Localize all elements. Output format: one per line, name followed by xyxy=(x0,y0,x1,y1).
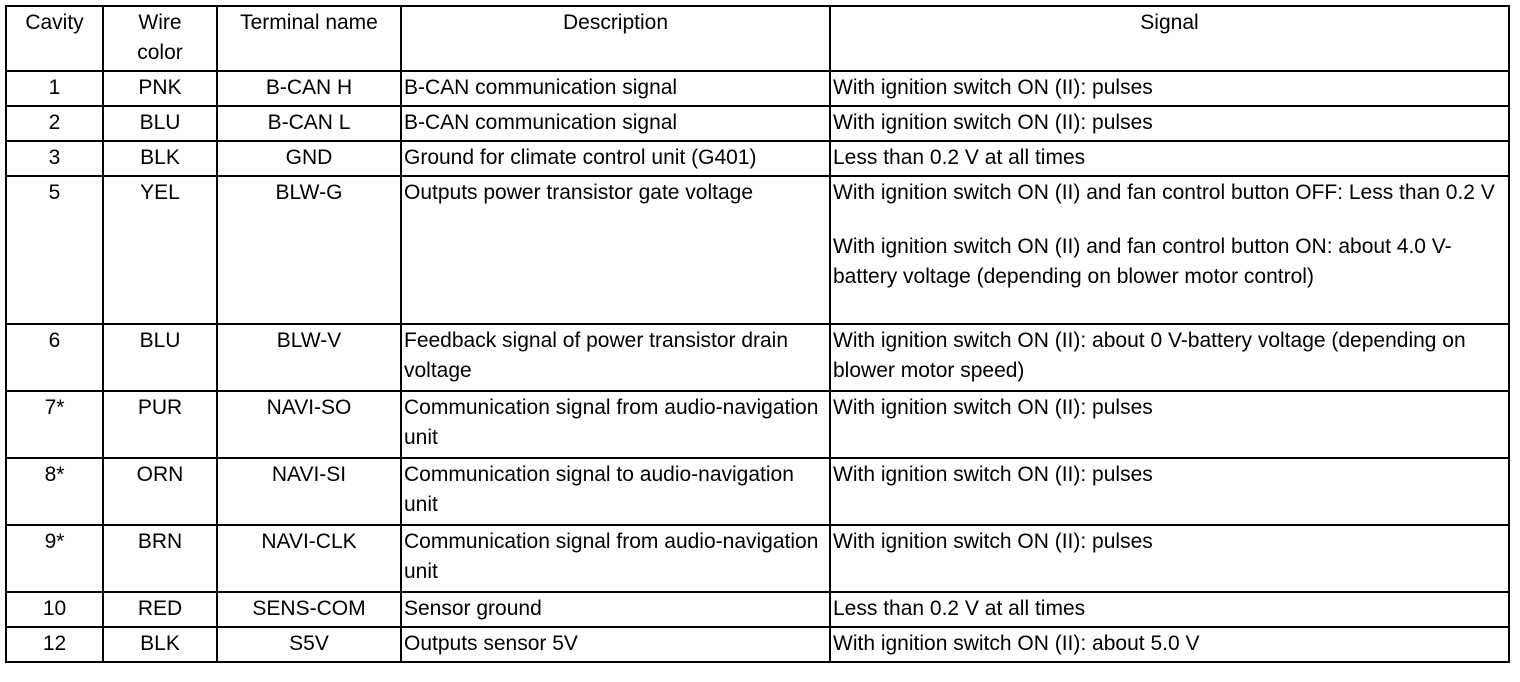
cell-signal xyxy=(830,141,1509,176)
signal-text: With ignition switch ON (II): pulses xyxy=(833,111,1153,134)
table-row xyxy=(6,176,1509,324)
table-row xyxy=(6,71,1509,106)
cell-description: Ground for climate control unit (G401) xyxy=(401,141,830,176)
signal-text: Less than 0.2 V at all times xyxy=(833,146,1086,169)
table-row xyxy=(6,627,1509,662)
cell-description: Feedback signal of power transistor drain voltage xyxy=(401,324,830,391)
cell-cavity: 10 xyxy=(6,592,103,627)
header-wire-color xyxy=(103,6,217,71)
cell-signal xyxy=(830,525,1509,592)
cell-description: Communication signal to audio-navigation unit xyxy=(401,458,830,525)
header-terminal-name: Terminal name xyxy=(217,6,401,71)
cell-terminal-name: S5V xyxy=(217,627,401,662)
cell-wire-color: RED xyxy=(103,592,217,627)
cell-cavity: 12 xyxy=(6,627,103,662)
cell-wire-color: PUR xyxy=(103,391,217,458)
cell-cavity: 1 xyxy=(6,71,103,106)
signal-text: With ignition switch ON (II): pulses xyxy=(833,396,1153,419)
cell-terminal-name: B-CAN H xyxy=(217,71,401,106)
cell-wire-color: BLU xyxy=(103,324,217,391)
cell-terminal-name: SENS-COM xyxy=(217,592,401,627)
cell-cavity: 7* xyxy=(6,391,103,458)
cell-signal xyxy=(830,106,1509,141)
header-cavity: Cavity xyxy=(6,6,103,71)
cell-description: Outputs power transistor gate voltage xyxy=(401,176,830,324)
cell-wire-color: PNK xyxy=(103,71,217,106)
signal-text: With ignition switch ON (II): about 0 V-battery voltage (depending on blower motor speed) xyxy=(833,329,1466,382)
cell-cavity: 3 xyxy=(6,141,103,176)
table-header-row xyxy=(6,6,1509,71)
connector-pinout-table xyxy=(5,5,1510,663)
signal-text: With ignition switch ON (II): pulses xyxy=(833,530,1153,553)
cell-cavity: 2 xyxy=(6,106,103,141)
table-row xyxy=(6,106,1509,141)
cell-signal xyxy=(830,71,1509,106)
cell-signal xyxy=(830,627,1509,662)
cell-cavity: 5 xyxy=(6,176,103,324)
cell-cavity: 8* xyxy=(6,458,103,525)
cell-wire-color: BLK xyxy=(103,141,217,176)
signal-text: With ignition switch ON (II) and fan control button OFF: Less than 0.2 V xyxy=(833,181,1495,204)
cell-terminal-name: NAVI-CLK xyxy=(217,525,401,592)
header-signal: Signal xyxy=(830,6,1509,71)
cell-cavity: 6 xyxy=(6,324,103,391)
cell-description: Sensor ground xyxy=(401,592,830,627)
table-row xyxy=(6,391,1509,458)
cell-cavity: 9* xyxy=(6,525,103,592)
signal-text: With ignition switch ON (II): pulses xyxy=(833,76,1153,99)
header-description: Description xyxy=(401,6,830,71)
cell-wire-color: ORN xyxy=(103,458,217,525)
cell-description: Communication signal from audio-navigation unit xyxy=(401,525,830,592)
table-row xyxy=(6,592,1509,627)
cell-wire-color: BLK xyxy=(103,627,217,662)
cell-wire-color: BLU xyxy=(103,106,217,141)
table-row xyxy=(6,458,1509,525)
cell-signal xyxy=(830,458,1509,525)
header-wire-color-line1: Wire xyxy=(138,11,182,34)
cell-signal xyxy=(830,592,1509,627)
signal-text: With ignition switch ON (II): about 5.0 V xyxy=(833,632,1200,655)
cell-description: Outputs sensor 5V xyxy=(401,627,830,662)
cell-signal xyxy=(830,324,1509,391)
cell-wire-color: YEL xyxy=(103,176,217,324)
signal-text: With ignition switch ON (II) and fan control button ON: about 4.0 V-battery voltage (depending on blower motor control) xyxy=(833,235,1452,288)
cell-description: Communication signal from audio-navigation unit xyxy=(401,391,830,458)
cell-terminal-name: BLW-V xyxy=(217,324,401,391)
table-row xyxy=(6,525,1509,592)
cell-wire-color: BRN xyxy=(103,525,217,592)
signal-text: Less than 0.2 V at all times xyxy=(833,597,1086,620)
cell-terminal-name: B-CAN L xyxy=(217,106,401,141)
cell-signal xyxy=(830,391,1509,458)
pinout-table-container xyxy=(5,5,1510,663)
cell-signal xyxy=(830,176,1509,324)
signal-text: With ignition switch ON (II): pulses xyxy=(833,463,1153,486)
cell-description: B-CAN communication signal xyxy=(401,71,830,106)
cell-terminal-name: NAVI-SO xyxy=(217,391,401,458)
cell-terminal-name: NAVI-SI xyxy=(217,458,401,525)
header-wire-color-line2: color xyxy=(137,41,183,64)
cell-description: B-CAN communication signal xyxy=(401,106,830,141)
cell-terminal-name: BLW-G xyxy=(217,176,401,324)
table-row xyxy=(6,141,1509,176)
table-row xyxy=(6,324,1509,391)
cell-terminal-name: GND xyxy=(217,141,401,176)
